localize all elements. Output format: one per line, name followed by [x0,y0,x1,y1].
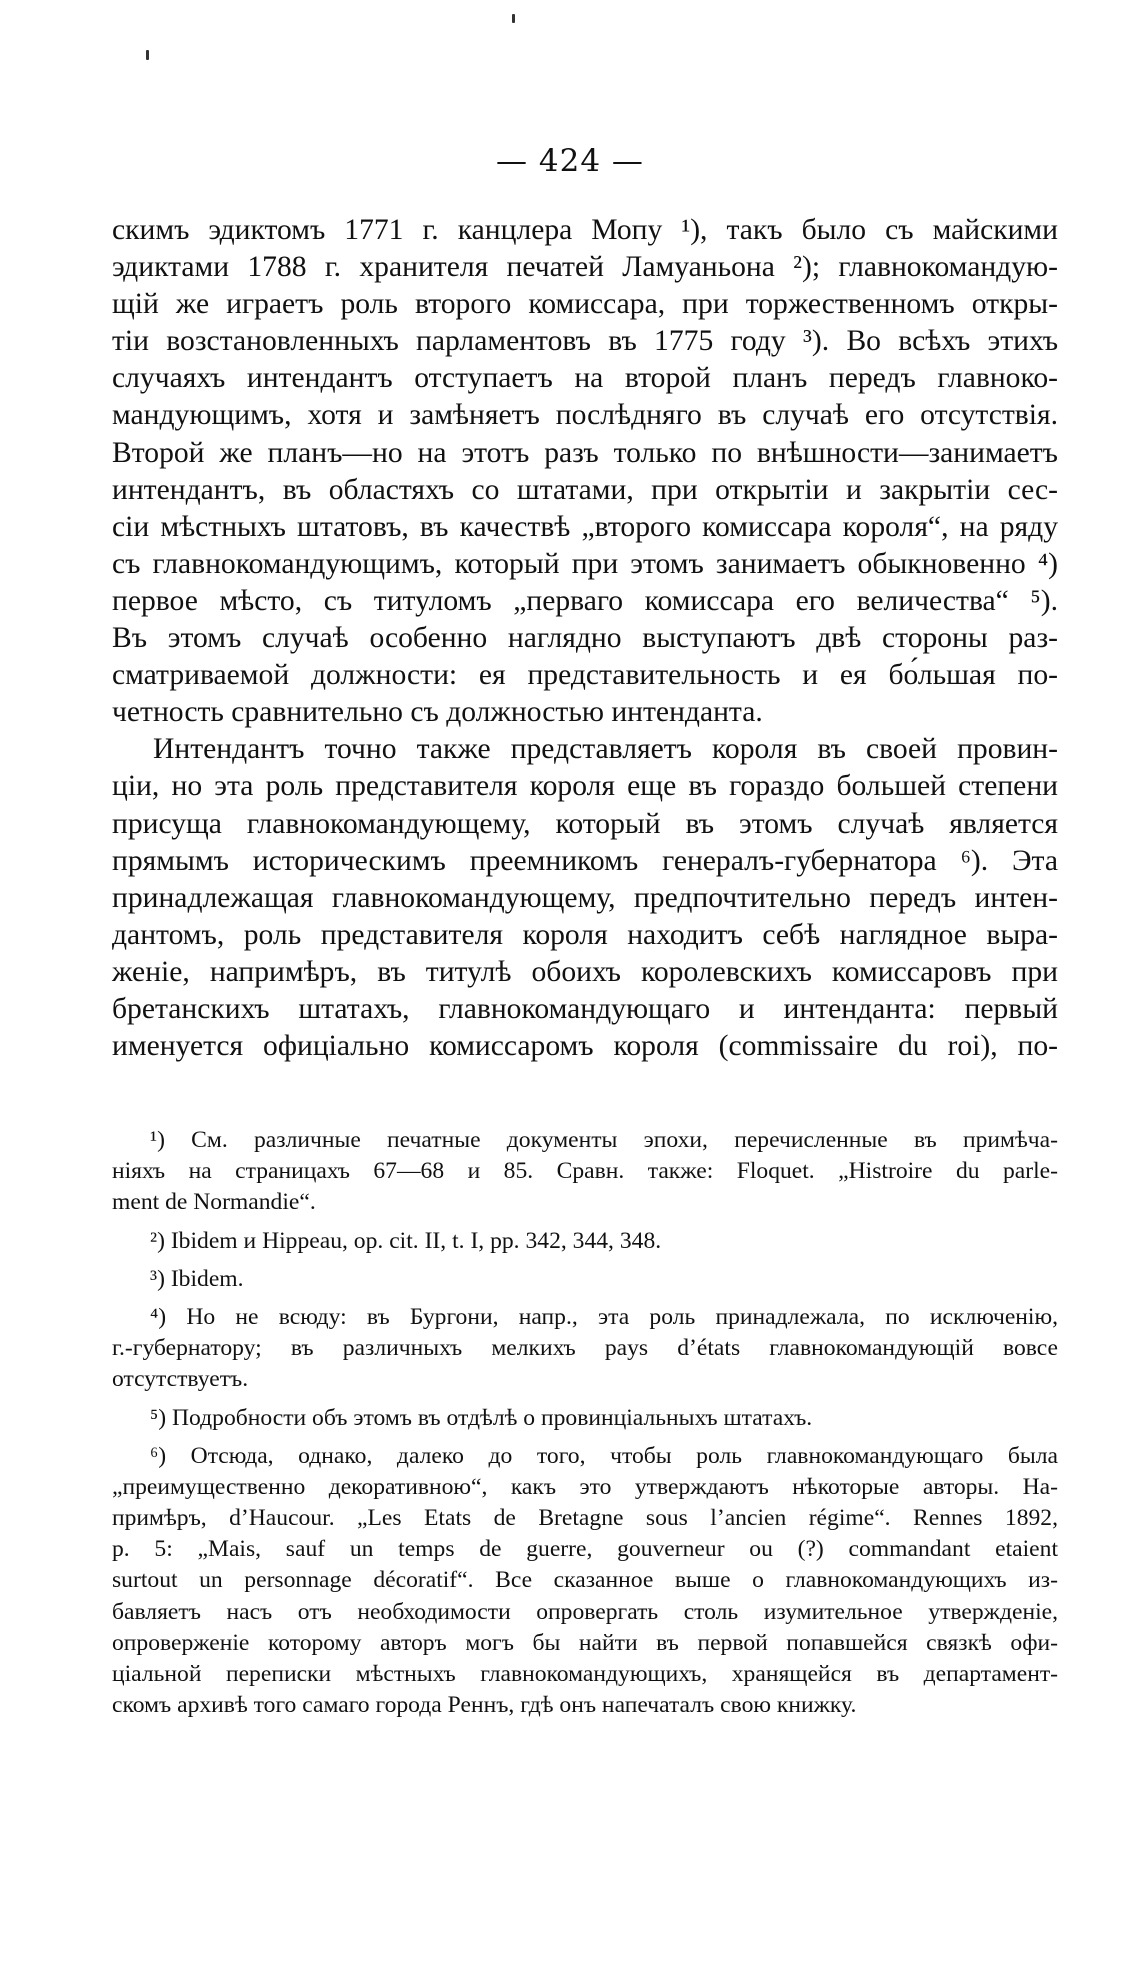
footnote-line: ³) Ibidem. [150,1265,244,1292]
text-line: скимъ эдиктомъ 1771 г. канцлера Мопу ¹), такъ было съ майскими [112,214,1058,246]
footnote-line: ⁶) Отсюда, однако, далеко до того, чтобы роль главнокомандующаго была [150,1442,1058,1469]
footnote-line: скомъ архивѣ того самаго города Реннъ, гдѣ онъ напечаталъ свою книжку. [112,1692,857,1719]
text-line: случаяхъ интендантъ отступаетъ на второй планъ передъ главноко- [112,362,1058,395]
text-line: присуща главнокомандующему, который въ этомъ случаѣ является [112,807,1058,840]
text-line: Интендантъ точно также представляетъ короля въ своей провин- [153,733,1058,766]
footnote-gap [112,1257,1058,1264]
footnote-line: отсутствуетъ. [112,1366,249,1393]
footnote-line: ment de Normandie“. [112,1189,316,1216]
footnote-line: примѣръ, d’Haucour. „Les Etats de Bretagne sous l’ancien régime“. Rennes 1892, [112,1505,1058,1532]
text-line: сматриваемой должности: ея представительность и ея бо́льшая по- [112,659,1058,692]
footnote-line: ²) Ibidem и Hippeau, op. cit. II, t. I, pp. 342, 344, 348. [150,1227,662,1254]
text-line: мандующимъ, хотя и замѣняетъ послѣдняго въ случаѣ его отсутствія. [112,399,1058,432]
text-line: эдиктами 1788 г. хранителя печатей Ламуаньона ²); главнокомандую- [112,251,1058,284]
footnote-line: бавляетъ насъ отъ необходимости опровергать столь изумительное утвержденіе, [112,1598,1058,1625]
scan-speck [146,50,149,60]
footnotes [112,1125,1058,1721]
main-text [112,212,1058,1065]
footnote-gap [112,1396,1058,1403]
text-line: интендантъ, въ областяхъ со штатами, при открытіи и закрытіи сес- [112,473,1058,506]
footnote-line: опроверженіе которому авторъ могъ бы найти въ первой попавшейся связкѣ офи- [112,1629,1058,1656]
footnote-line: surtout un personnage décoratif“. Все сказанное выше о главнокомандующихъ из- [112,1567,1058,1594]
text-line: Въ этомъ случаѣ особенно наглядно выступаютъ двѣ стороны раз- [112,622,1058,655]
text-line: именуется офиціально комиссаромъ короля (commissaire du roi), по- [112,1030,1058,1063]
footnote-line: p. 5: „Mais, sauf un temps de guerre, gouverneur ou (?) commandant etaient [112,1536,1058,1563]
page-number: — 424 — [496,143,644,179]
footnote-line: „преимущественно декоративною“, какъ это утверждаютъ нѣкоторые авторы. На- [112,1473,1058,1500]
text-line: первое мѣсто, съ титуломъ „перваго комиссара его величества“ ⁵). [112,584,1058,617]
footnote-gap [112,1434,1058,1441]
footnote-line: ціальной переписки мѣстныхъ главнокомандующихъ, хранящейся въ департамент- [112,1661,1058,1687]
footnote-line: ¹) См. различные печатные документы эпохи, перечисленные въ примѣча- [150,1127,1058,1153]
text-line: сіи мѣстныхъ штатовъ, въ качествѣ „второго комиссара короля“, на ряду [112,510,1058,543]
text-line: женіе, напримѣръ, въ титулѣ обоихъ королевскихъ комиссаровъ при [112,955,1058,988]
text-line: ціи, но эта роль представителя короля еще въ гораздо большей степени [112,770,1058,803]
footnote-line: ⁴) Но не всюду: въ Бургони, напр., эта роль принадлежала, по исключенію, [150,1303,1058,1330]
text-line: Второй же планъ—но на этотъ разъ только по внѣшности—занимаетъ [112,436,1058,469]
scan-speck [512,14,515,23]
footnote-gap [112,1219,1058,1226]
text-line: тіи возстановленныхъ парламентовъ въ 1775 году ³). Во всѣхъ этихъ [112,325,1058,358]
footnote-line: г.-губернатору; въ различныхъ мелкихъ pays d’états главнокомандующій вовсе [112,1335,1058,1362]
text-line: бретанскихъ штатахъ, главнокомандующаго и интенданта: первый [112,992,1058,1025]
footnote-gap [112,1295,1058,1302]
text-line: четность сравнительно съ должностью интенданта. [112,696,763,729]
footnote-line: ніяхъ на страницахъ 67—68 и 85. Сравн. также: Floquet. „Histroire du parle- [112,1158,1058,1185]
text-line: дантомъ, роль представителя короля находитъ себѣ наглядное выра- [112,918,1058,951]
text-line: прямымъ историческимъ преемникомъ генералъ-губернатора ⁶). Эта [112,844,1058,877]
text-line: принадлежащая главнокомандующему, предпочтительно передъ интен- [112,881,1058,914]
footnote-line: ⁵) Подробности объ этомъ въ отдѣлѣ о провинціальныхъ штатахъ. [150,1404,813,1431]
text-line: щій же играетъ роль второго комиссара, при торжественномъ откры- [112,288,1058,321]
text-line: съ главнокомандующимъ, который при этомъ занимаетъ обыкновенно ⁴) [112,547,1058,580]
